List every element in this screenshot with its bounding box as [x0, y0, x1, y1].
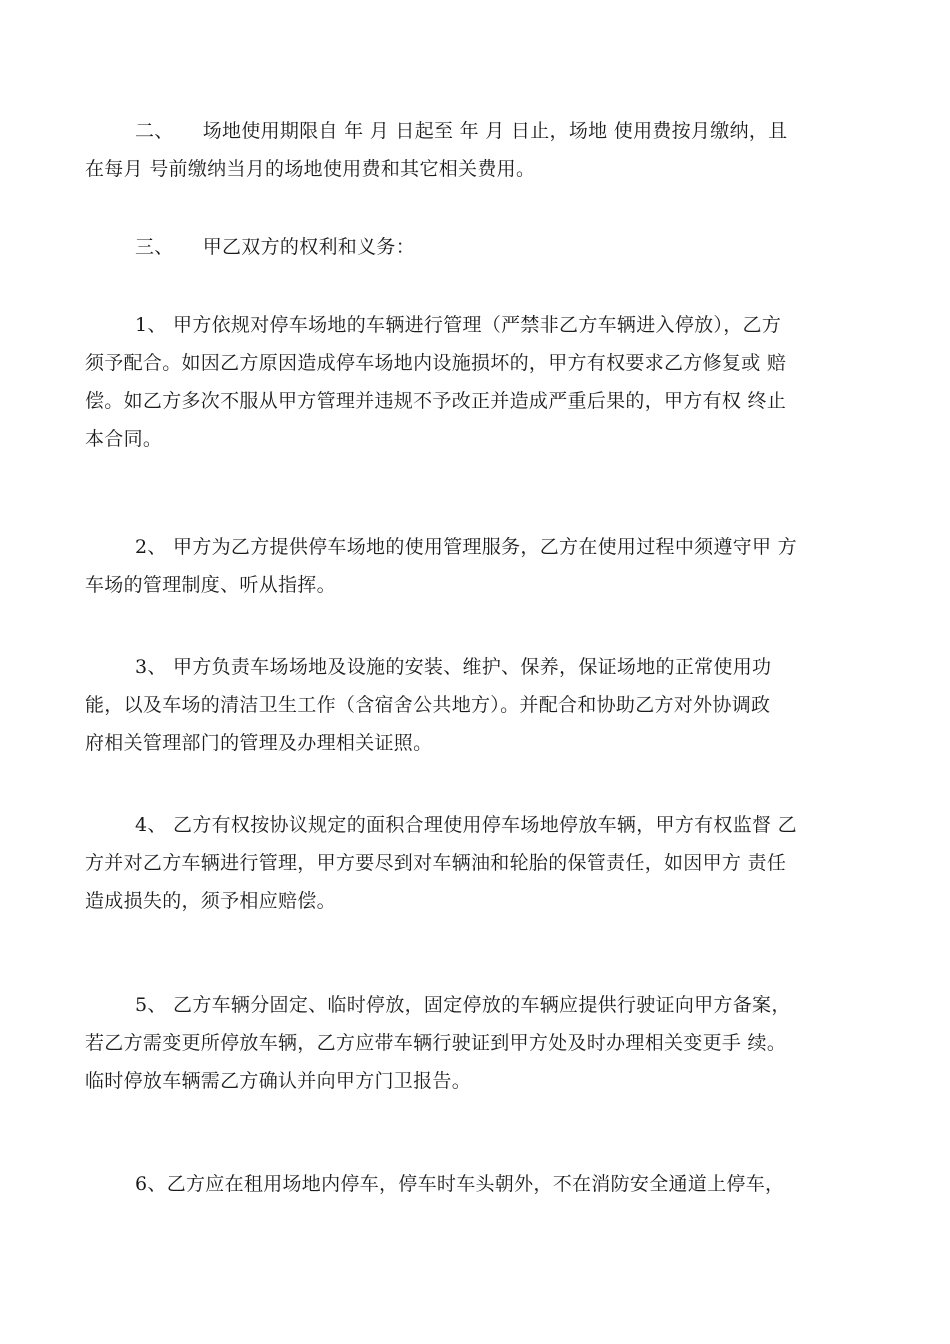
paragraph-item-4: [85, 806, 875, 920]
text-line: 6、乙方应在租用场地内停车，停车时车头朝外，不在消防安全通道上停车，: [135, 1173, 785, 1195]
paragraph-item-3: [85, 648, 875, 762]
text-line: 三、 甲乙双方的权利和义务：: [135, 236, 416, 258]
text-line: 2、 甲方为乙方提供停车场地的使用管理服务，乙方在使用过程中须遵守甲 方: [135, 536, 797, 558]
text-line: 府相关管理部门的管理及办理相关证照。: [85, 732, 433, 754]
paragraph-item-5: [85, 986, 875, 1100]
text-line: 二、 场地使用期限自 年 月 日起至 年 月 日止，场地 使用费按月缴纳，且: [135, 120, 788, 142]
text-line: 本合同。: [85, 428, 163, 450]
text-line: 车场的管理制度、听从指挥。: [85, 574, 336, 596]
text-line: 1、 甲方依规对停车场地的车辆进行管理（严禁非乙方车辆进入停放），乙方: [135, 314, 782, 336]
paragraph-item-6: [85, 1165, 875, 1203]
text-line: 能，以及车场的清洁卫生工作（含宿舍公共地方）。并配合和协助乙方对外协调政: [85, 694, 771, 716]
paragraph-item-2: [85, 528, 875, 604]
paragraph-item-1: [85, 306, 875, 458]
text-line: 若乙方需变更所停放车辆，乙方应带车辆行驶证到甲方处及时办理相关变更手 续。: [85, 1032, 787, 1054]
text-line: 临时停放车辆需乙方确认并向甲方门卫报告。: [85, 1070, 472, 1092]
text-line: 4、 乙方有权按协议规定的面积合理使用停车场地停放车辆，甲方有权监督 乙: [135, 814, 797, 836]
paragraph-section-3: [85, 228, 875, 266]
paragraph-section-2: [85, 112, 875, 188]
text-line: 5、 乙方车辆分固定、临时停放，固定停放的车辆应提供行驶证向甲方备案，: [135, 994, 791, 1016]
text-line: 偿。如乙方多次不服从甲方管理并违规不予改正并造成严重后果的，甲方有权 终止: [85, 390, 787, 412]
text-line: 在每月 号前缴纳当月的场地使用费和其它相关费用。: [85, 158, 536, 180]
text-line: 造成损失的，须予相应赔偿。: [85, 890, 336, 912]
text-line: 3、 甲方负责车场场地及设施的安装、维护、保养，保证场地的正常使用功: [135, 656, 772, 678]
text-line: 方并对乙方车辆进行管理，甲方要尽到对车辆油和轮胎的保管责任，如因甲方 责任: [85, 852, 787, 874]
text-line: 须予配合。如因乙方原因造成停车场地内设施损坏的，甲方有权要求乙方修复或 赔: [85, 352, 787, 374]
